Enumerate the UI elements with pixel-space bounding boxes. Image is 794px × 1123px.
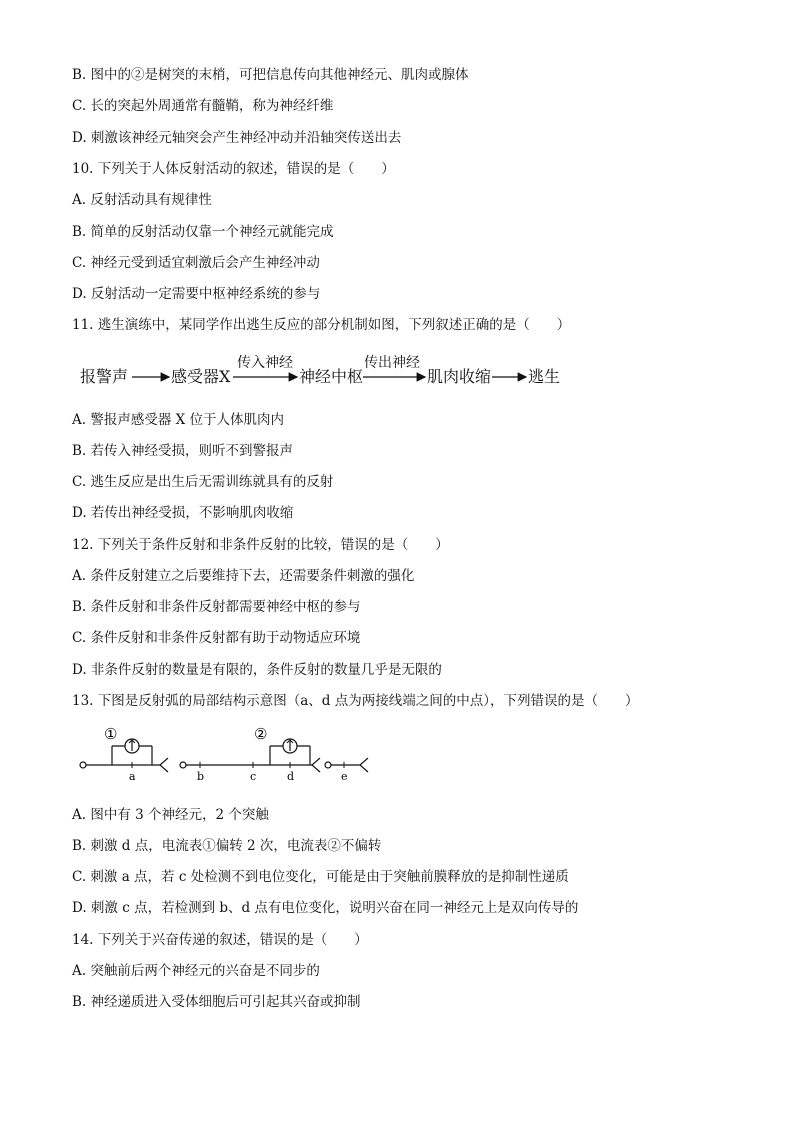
q12-option-a: A. 条件反射建立之后要维持下去，还需要条件刺激的强化 — [72, 568, 415, 584]
point-e-label: e — [341, 770, 348, 783]
synapse-2 — [312, 758, 320, 772]
q14-option-a: A. 突触前后两个神经元的兴奋是不同步的 — [72, 963, 320, 979]
q10-option-d: D. 反射活动一定需要中枢神经系统的参与 — [72, 286, 321, 302]
point-d-label: d — [287, 770, 295, 783]
point-c-label: c — [250, 770, 257, 783]
synapse-1 — [160, 758, 168, 772]
flow-node-alarm: 报警声 — [80, 367, 129, 386]
q12-option-c: C. 条件反射和非条件反射都有助于动物适应环境 — [72, 630, 361, 646]
q12-option-d: D. 非条件反射的数量是有限的，条件反射的数量几乎是无限的 — [72, 662, 442, 678]
q11-option-b: B. 若传入神经受损，则听不到警报声 — [72, 443, 294, 459]
q13-option-d: D. 刺激 c 点，若检测到 b、d 点有电位变化，说明兴奋在同一神经元上是双向传导的 — [72, 900, 579, 916]
q11-option-d: D. 若传出神经受损，不影响肌肉收缩 — [72, 505, 294, 521]
neuron-2-soma — [180, 762, 186, 768]
q14-stem: 14. 下列关于兴奋传递的叙述，错误的是（ ） — [72, 932, 368, 948]
q10-stem: 10. 下列关于人体反射活动的叙述，错误的是（ ） — [72, 161, 395, 177]
q12-stem: 12. 下列关于条件反射和非条件反射的比较，错误的是（ ） — [72, 537, 449, 553]
q10-option-c: C. 神经元受到适宜刺激后会产生神经冲动 — [72, 255, 320, 271]
flow-node-escape: 逃生 — [528, 367, 561, 386]
neuron-1-soma — [80, 762, 86, 768]
q13-option-b: B. 刺激 d 点，电流表①偏转 2 次，电流表②不偏转 — [72, 838, 382, 854]
q13-option-a: A. 图中有 3 个神经元，2 个突触 — [72, 807, 269, 823]
q14-option-b: B. 神经递质进入受体细胞后可引起其兴奋或抑制 — [72, 994, 361, 1010]
flow-edge-efferent-label: 传出神经 — [364, 355, 420, 371]
flow-node-muscle: 肌肉收缩 — [427, 367, 492, 386]
q13-option-c: C. 刺激 a 点，若 c 处检测不到电位变化，可能是由于突触前膜释放的是抑制性递质 — [72, 869, 569, 885]
point-a-label: a — [129, 770, 136, 783]
q9-option-c: C. 长的突起外周通常有髓鞘，称为神经纤维 — [72, 98, 334, 114]
neuron-3-soma — [325, 762, 331, 768]
reflex-arc-diagram — [72, 722, 372, 784]
flow-node-center: 神经中枢 — [299, 367, 364, 386]
q13-stem: 13. 下图是反射弧的局部结构示意图（a、d 点为两接线端之间的中点），下列错误的是（ ） — [72, 693, 639, 709]
q11-option-c: C. 逃生反应是出生后无需训练就具有的反射 — [72, 474, 334, 490]
q9-option-b: B. 图中的②是树突的末梢，可把信息传向其他神经元、肌肉或腺体 — [72, 67, 469, 83]
meter-1-label: ① — [104, 725, 118, 743]
flow-node-receptor: 感受器X — [171, 367, 231, 386]
flow-edge-afferent-label: 传入神经 — [237, 355, 293, 371]
meter-2-label: ② — [254, 725, 268, 743]
q11-option-a: A. 警报声感受器 X 位于人体肌肉内 — [72, 412, 285, 428]
point-b-label: b — [197, 770, 205, 783]
neuron-3-terminal — [360, 758, 368, 772]
flow-arrows — [80, 362, 580, 392]
q12-option-b: B. 条件反射和非条件反射都需要神经中枢的参与 — [72, 599, 361, 615]
q10-option-a: A. 反射活动具有规律性 — [72, 192, 212, 208]
q9-option-d: D. 刺激该神经元轴突会产生神经冲动并沿轴突传送出去 — [72, 130, 402, 146]
q11-stem: 11. 逃生演练中，某同学作出逃生反应的部分机制如图，下列叙述正确的是（ ） — [72, 317, 571, 333]
q10-option-b: B. 简单的反射活动仅靠一个神经元就能完成 — [72, 224, 334, 240]
